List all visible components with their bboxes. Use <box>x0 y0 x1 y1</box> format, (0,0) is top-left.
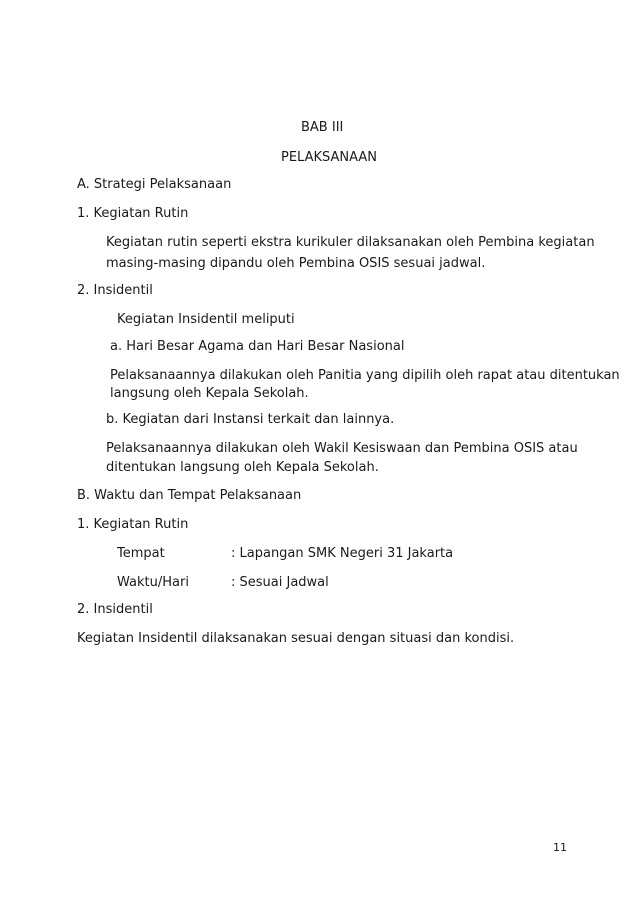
place-value: : Lapangan SMK Negeri 31 Jakarta <box>231 546 454 561</box>
time-value: : Sesuai Jadwal <box>231 575 329 590</box>
section-b-item2-text: Kegiatan Insidentil dilaksanakan sesuai dengan situasi dan kondisi. <box>77 631 515 646</box>
section-a-item2-intro: Kegiatan Insidentil meliputi <box>117 312 295 327</box>
section-a-item2-heading: 2. Insidentil <box>77 283 153 298</box>
section-a-item2-b: b. Kegiatan dari Instansi terkait dan lainnya. <box>106 412 395 427</box>
section-b-heading: B. Waktu dan Tempat Pelaksanaan <box>77 488 302 503</box>
place-label: Tempat <box>117 546 165 561</box>
page-number: 11 <box>553 841 567 854</box>
time-label: Waktu/Hari <box>117 575 189 590</box>
section-a-item1-heading: 1. Kegiatan Rutin <box>77 206 189 221</box>
section-a-item2-b-text-line2: ditentukan langsung oleh Kepala Sekolah. <box>106 460 379 475</box>
section-a-item1-text-line1: Kegiatan rutin seperti ekstra kurikuler dilaksanakan oleh Pembina kegiatan <box>106 235 595 250</box>
section-a-item2-b-text-line1: Pelaksanaannya dilakukan oleh Wakil Kesiswaan dan Pembina OSIS atau <box>106 441 578 456</box>
section-a-item1-text-line2: masing-masing dipandu oleh Pembina OSIS sesuai jadwal. <box>106 256 486 271</box>
section-a-item2-a-text-line2: langsung oleh Kepala Sekolah. <box>110 386 309 401</box>
section-b-item1-heading: 1. Kegiatan Rutin <box>77 517 189 532</box>
section-a-item2-a-text-line1: Pelaksanaannya dilakukan oleh Panitia yang dipilih oleh rapat atau ditentukan <box>110 368 620 383</box>
section-a-item2-a: a. Hari Besar Agama dan Hari Besar Nasional <box>110 339 405 354</box>
section-a-heading: A. Strategi Pelaksanaan <box>77 177 232 192</box>
chapter-title: PELAKSANAAN <box>281 150 377 165</box>
section-b-item2-heading: 2. Insidentil <box>77 602 153 617</box>
chapter-label: BAB III <box>301 120 344 135</box>
